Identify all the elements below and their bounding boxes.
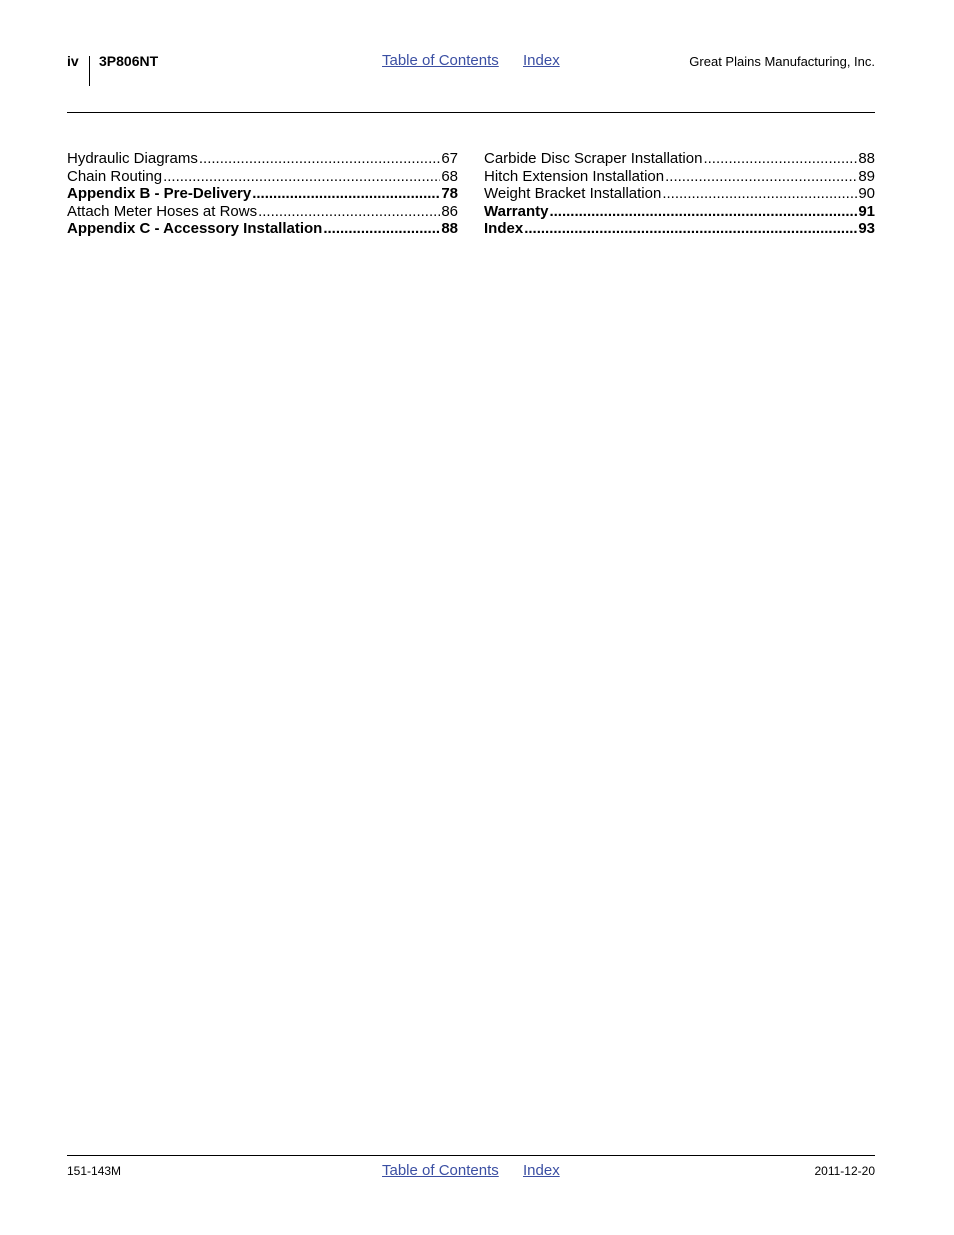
leader-dots	[524, 220, 857, 238]
toc-entry-label: Warranty	[484, 202, 549, 220]
toc-left-column	[67, 150, 458, 238]
leader-dots	[163, 168, 440, 186]
header-toc-link[interactable]: Table of Contents	[382, 52, 499, 69]
toc-entry-warranty[interactable]	[484, 203, 875, 221]
toc-entry-label: Attach Meter Hoses at Rows	[67, 202, 258, 220]
toc-entry-hydraulic-diagrams[interactable]	[67, 150, 458, 168]
leader-dots	[252, 185, 440, 203]
toc-entry-weight-bracket[interactable]	[484, 185, 875, 203]
leader-dots	[258, 203, 440, 221]
toc-right-column	[484, 150, 875, 238]
leader-dots	[703, 150, 857, 168]
toc-entry-page: 89	[858, 167, 875, 185]
model-title: 3P806NT	[99, 53, 159, 69]
toc-entry-appendix-c[interactable]	[67, 220, 458, 238]
toc-entry-page: 67	[441, 150, 458, 167]
toc-entry-page: 88	[441, 220, 458, 238]
toc-entry-page: 93	[858, 220, 875, 238]
toc-entry-appendix-b[interactable]	[67, 185, 458, 203]
document-number: 151-143M	[67, 1164, 122, 1178]
company-name: Great Plains Manufacturing, Inc.	[689, 54, 875, 69]
toc-entry-page: 78	[441, 185, 458, 203]
toc-entry-label: Carbide Disc Scraper Installation	[484, 150, 703, 167]
toc-entry-label: Chain Routing	[67, 167, 163, 185]
toc-entry-label: Hydraulic Diagrams	[67, 150, 198, 167]
header-rule	[67, 112, 875, 113]
leader-dots	[665, 168, 857, 186]
publication-date: 2011-12-20	[814, 1164, 875, 1178]
page-number: iv	[67, 53, 79, 69]
footer-rule	[67, 1155, 875, 1156]
toc-entry-label: Weight Bracket Installation	[484, 185, 662, 203]
footer-toc-link[interactable]: Table of Contents	[382, 1162, 499, 1179]
toc-entry-page: 88	[858, 150, 875, 167]
toc-entry-page: 91	[858, 202, 875, 220]
toc-entry-attach-meter-hoses[interactable]	[67, 203, 458, 221]
toc-entry-page: 68	[441, 167, 458, 185]
toc-entry-label: Appendix B - Pre-Delivery	[67, 185, 252, 203]
header-separator	[89, 56, 90, 86]
toc-entry-page: 86	[441, 202, 458, 220]
toc-entry-index[interactable]	[484, 220, 875, 238]
toc-entry-label: Appendix C - Accessory Installation	[67, 220, 323, 238]
toc-entry-hitch-extension[interactable]	[484, 168, 875, 186]
toc-entry-chain-routing[interactable]	[67, 168, 458, 186]
leader-dots	[549, 203, 857, 221]
toc-entry-label: Index	[484, 220, 524, 238]
header-index-link[interactable]: Index	[523, 52, 560, 69]
leader-dots	[323, 220, 440, 238]
footer-index-link[interactable]: Index	[523, 1162, 560, 1179]
toc-entry-label: Hitch Extension Installation	[484, 167, 665, 185]
toc-entry-carbide-disc-scraper[interactable]	[484, 150, 875, 168]
toc-entry-page: 90	[858, 185, 875, 203]
leader-dots	[199, 150, 440, 168]
leader-dots	[662, 185, 857, 203]
